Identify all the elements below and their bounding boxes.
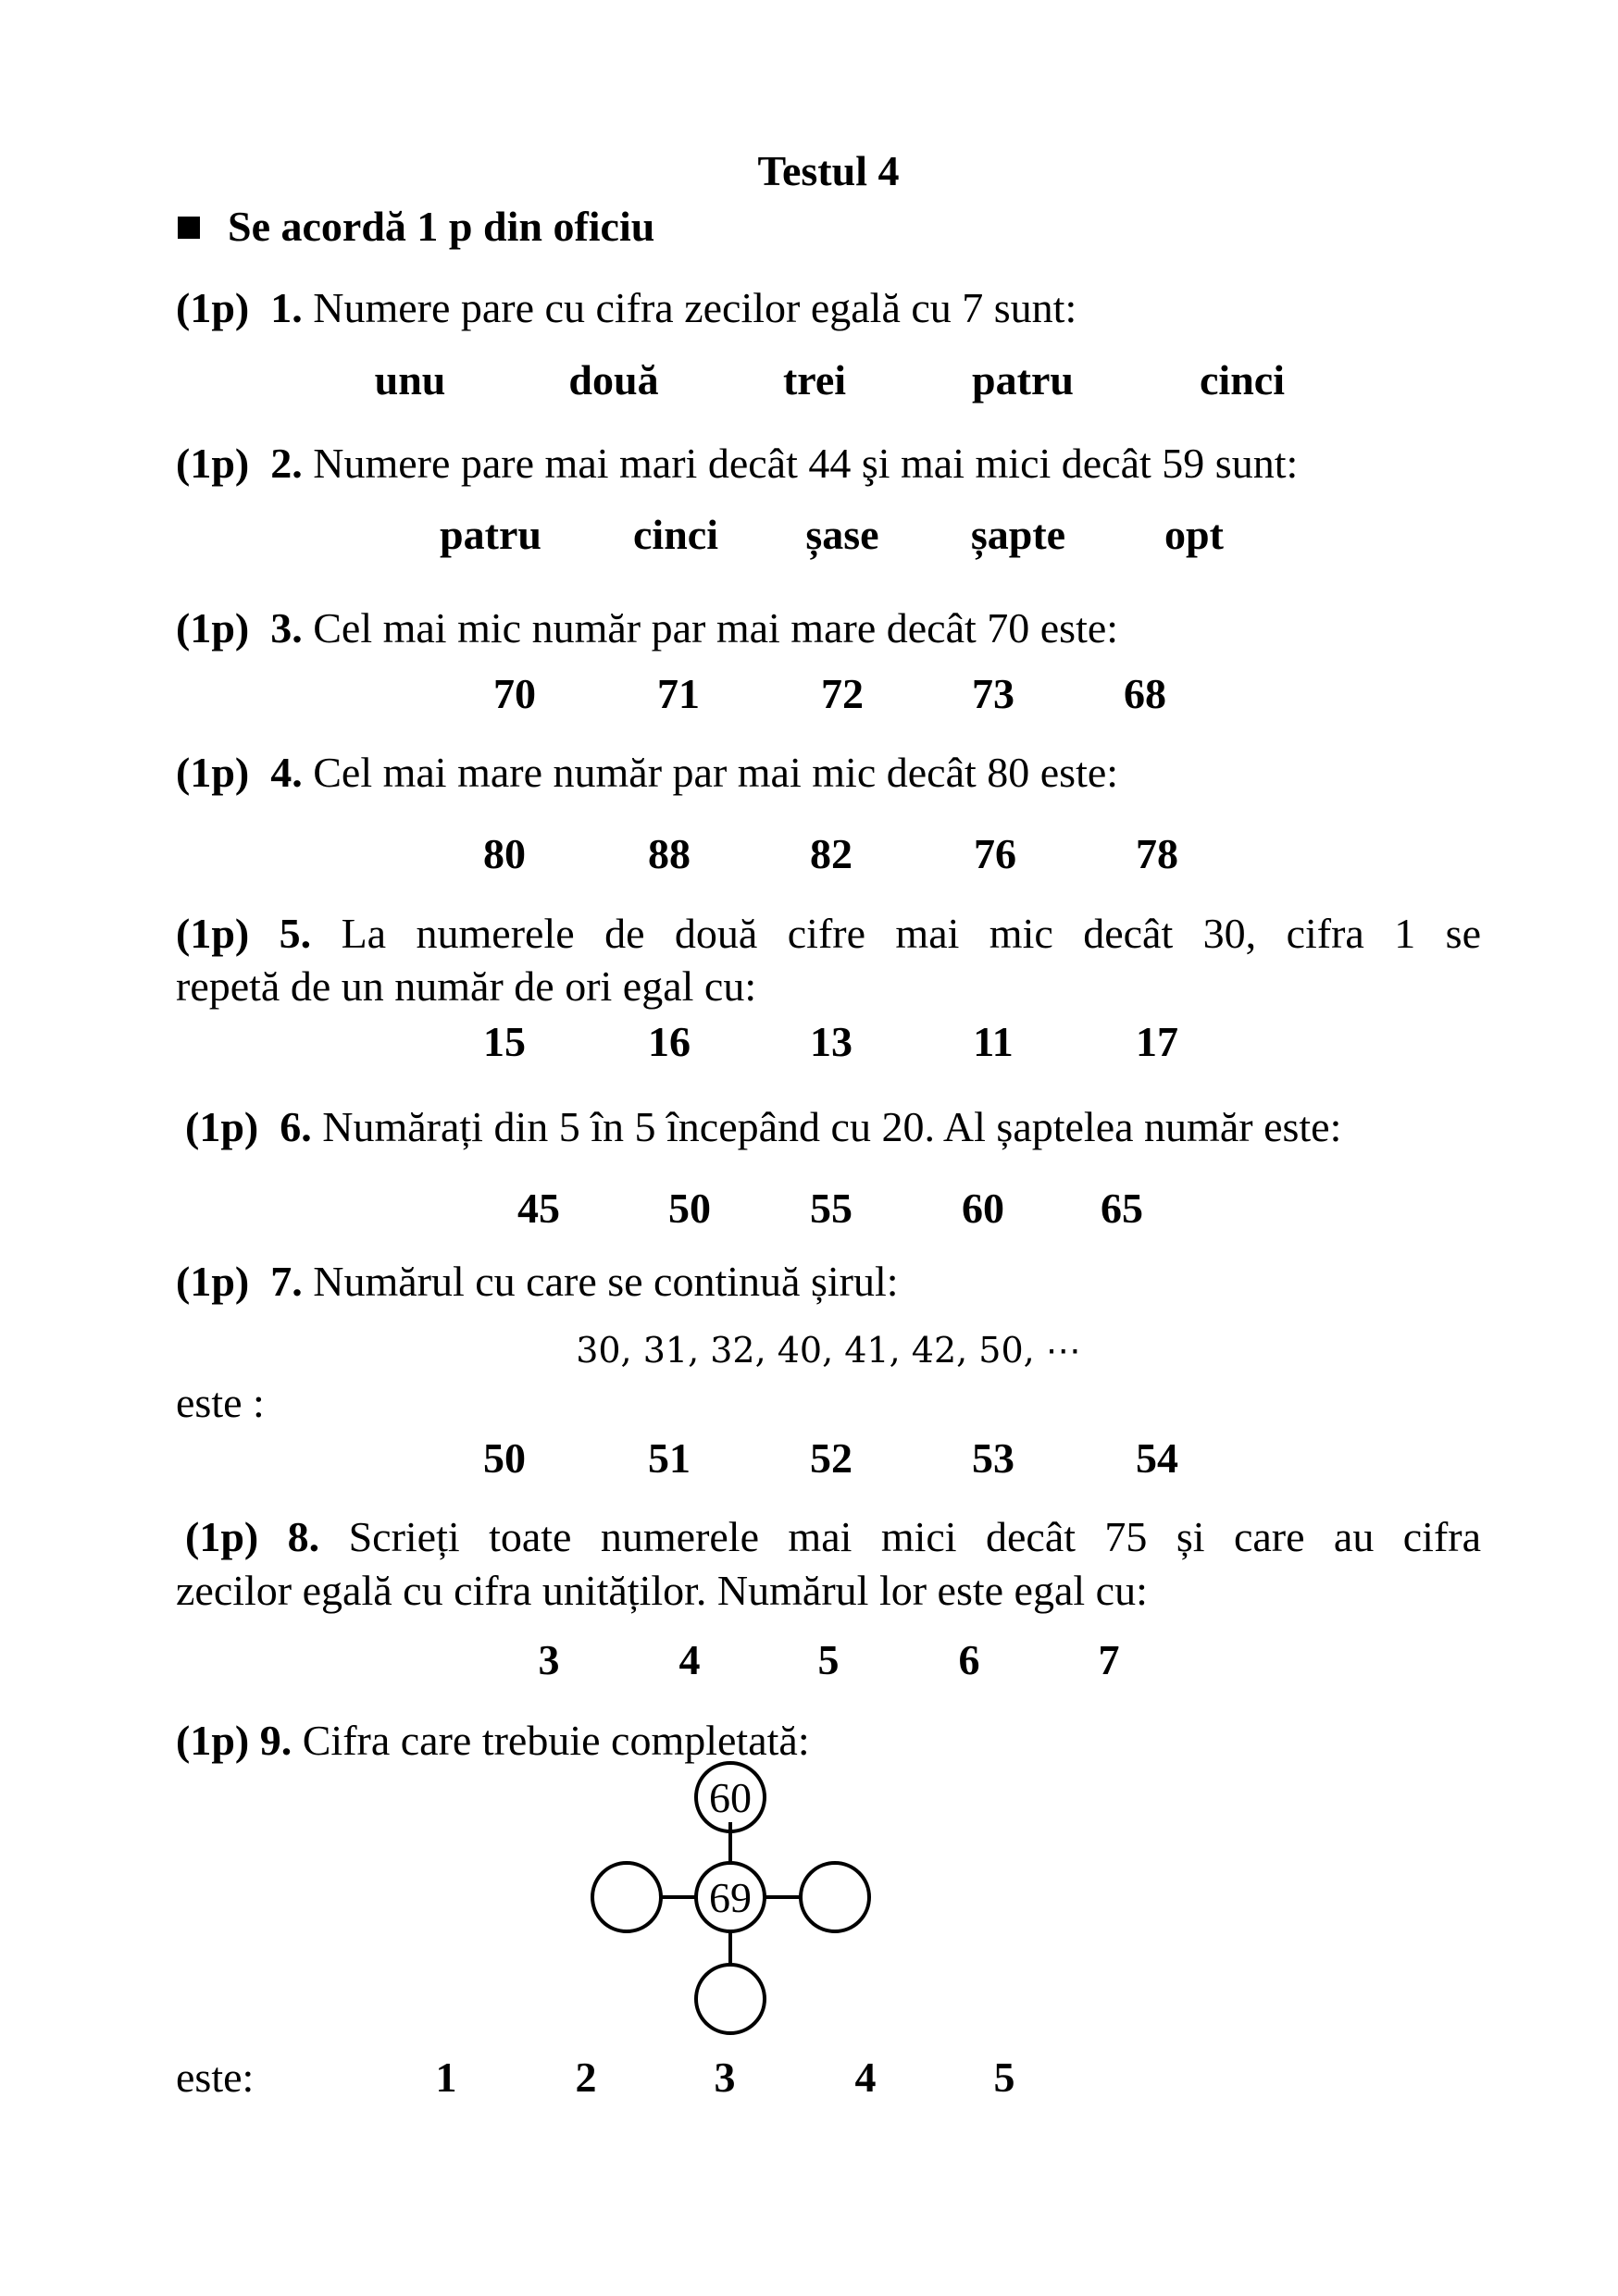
question-points: (1p) xyxy=(176,910,250,957)
question-2 xyxy=(176,442,1298,485)
square-bullet-icon xyxy=(178,217,200,239)
bonus-note-text: Se acordă 1 p din oficiu xyxy=(228,203,655,250)
question-points: (1p) xyxy=(185,1513,259,1560)
option[interactable]: 45 xyxy=(517,1185,560,1232)
question-9-suffix: este: xyxy=(176,2054,255,2101)
question-points: (1p) xyxy=(185,1103,259,1150)
question-text: Cel mai mare număr par mai mic decât 80 este: xyxy=(313,749,1119,796)
question-points: (1p) xyxy=(176,284,250,331)
question-text: Cifra care trebuie completată: xyxy=(302,1717,810,1764)
question-3 xyxy=(176,604,1119,652)
question-points: (1p) xyxy=(176,1717,250,1764)
option[interactable]: 5 xyxy=(817,1636,840,1683)
question-8 xyxy=(185,1513,1482,1560)
option[interactable]: 88 xyxy=(648,830,691,877)
option[interactable]: 54 xyxy=(1136,1434,1178,1482)
question-number: 1. xyxy=(270,284,303,331)
option[interactable]: 73 xyxy=(972,670,1014,717)
question-6 xyxy=(185,1103,1342,1150)
option[interactable]: cinci xyxy=(1200,356,1285,403)
question-9 xyxy=(176,1719,810,1762)
option[interactable]: 4 xyxy=(854,2054,877,2101)
option[interactable]: patru xyxy=(440,511,541,558)
page-title: Testul 4 xyxy=(757,147,900,194)
option[interactable]: 6 xyxy=(958,1636,980,1683)
circle-top-value: 60 xyxy=(709,1774,752,1821)
question-points: (1p) xyxy=(176,749,250,796)
option[interactable]: 50 xyxy=(483,1434,526,1482)
option[interactable]: opt xyxy=(1164,511,1224,558)
option[interactable]: 13 xyxy=(810,1018,853,1065)
option[interactable]: 78 xyxy=(1136,830,1178,877)
option[interactable]: 51 xyxy=(648,1434,691,1482)
option[interactable]: 82 xyxy=(810,830,853,877)
option[interactable]: 76 xyxy=(974,830,1016,877)
option[interactable]: 68 xyxy=(1124,670,1166,717)
option[interactable]: unu xyxy=(374,356,446,403)
option[interactable]: 3 xyxy=(538,1636,560,1683)
option[interactable]: 15 xyxy=(483,1018,526,1065)
question-7 xyxy=(176,1260,899,1303)
circle-top xyxy=(696,1763,765,1831)
option[interactable]: 53 xyxy=(972,1434,1014,1482)
question-number: 4. xyxy=(270,749,303,796)
circle-center xyxy=(696,1863,765,1931)
question-points: (1p) xyxy=(176,440,250,487)
option[interactable]: trei xyxy=(782,356,847,403)
bonus-note xyxy=(178,205,654,248)
question-8-line2: zecilor egală cu cifra unităților. Numărul lor este egal cu: xyxy=(176,1567,1148,1614)
option[interactable]: 16 xyxy=(648,1018,691,1065)
question-number: 7. xyxy=(270,1258,303,1305)
option[interactable]: 3 xyxy=(714,2054,736,2101)
option[interactable]: 17 xyxy=(1136,1018,1178,1065)
question-5 xyxy=(176,912,1481,955)
option[interactable]: 2 xyxy=(575,2054,597,2101)
question-text: Cel mai mic număr par mai mare decât 70 este: xyxy=(313,604,1119,652)
option[interactable]: 5 xyxy=(993,2054,1015,2101)
option[interactable]: 80 xyxy=(483,830,526,877)
option[interactable]: 4 xyxy=(678,1636,701,1683)
option[interactable]: 65 xyxy=(1101,1185,1143,1232)
option[interactable]: 60 xyxy=(962,1185,1004,1232)
option[interactable]: șase xyxy=(805,511,879,558)
option[interactable]: două xyxy=(568,356,659,403)
option[interactable]: 11 xyxy=(973,1018,1014,1065)
question-points: (1p) xyxy=(176,1258,250,1305)
option[interactable]: 7 xyxy=(1098,1636,1120,1683)
question-number: 6. xyxy=(280,1103,312,1150)
option[interactable]: 1 xyxy=(435,2054,457,2101)
question-text: Numere pare cu cifra zecilor egală cu 7 sunt: xyxy=(313,284,1077,331)
circle-center-value: 69 xyxy=(709,1874,752,1921)
question-number: 2. xyxy=(270,440,303,487)
option[interactable]: șapte xyxy=(970,511,1066,558)
circle-bottom[interactable] xyxy=(696,1965,765,2033)
question-5-line2: repetă de un număr de ori egal cu: xyxy=(176,962,757,1010)
question-number: 5. xyxy=(279,910,312,957)
question-number: 8. xyxy=(287,1513,320,1560)
question-text-line1: La numerele de două cifre mai mic decât 30, cifra 1 se xyxy=(341,910,1481,957)
question-number: 3. xyxy=(270,604,303,652)
option[interactable]: 55 xyxy=(810,1185,853,1232)
question-text: Numărați din 5 în 5 începând cu 20. Al șaptelea număr este: xyxy=(322,1103,1342,1150)
option[interactable]: 70 xyxy=(493,670,536,717)
question-text-line1: Scrieți toate numerele mai mici decât 75 și care au cifra xyxy=(348,1513,1482,1560)
circle-right[interactable] xyxy=(801,1863,869,1931)
question-text: Numărul cu care se continuă șirul: xyxy=(313,1258,899,1305)
question-1 xyxy=(176,284,1077,331)
circle-left[interactable] xyxy=(592,1863,661,1931)
option[interactable]: 50 xyxy=(668,1185,711,1232)
question-text: Numere pare mai mari decât 44 şi mai mici decât 59 sunt: xyxy=(313,440,1299,487)
number-sequence: 30, 31, 32, 40, 41, 42, 50, ⋯ xyxy=(576,1330,1081,1371)
option[interactable]: 72 xyxy=(821,670,864,717)
question-number: 9. xyxy=(259,1717,292,1764)
question-4 xyxy=(176,751,1118,794)
option[interactable]: 52 xyxy=(810,1434,853,1482)
question-points: (1p) xyxy=(176,604,250,652)
option[interactable]: cinci xyxy=(633,511,718,558)
option[interactable]: 71 xyxy=(657,670,700,717)
option[interactable]: patru xyxy=(972,356,1074,403)
question-7-suffix: este : xyxy=(176,1379,265,1426)
